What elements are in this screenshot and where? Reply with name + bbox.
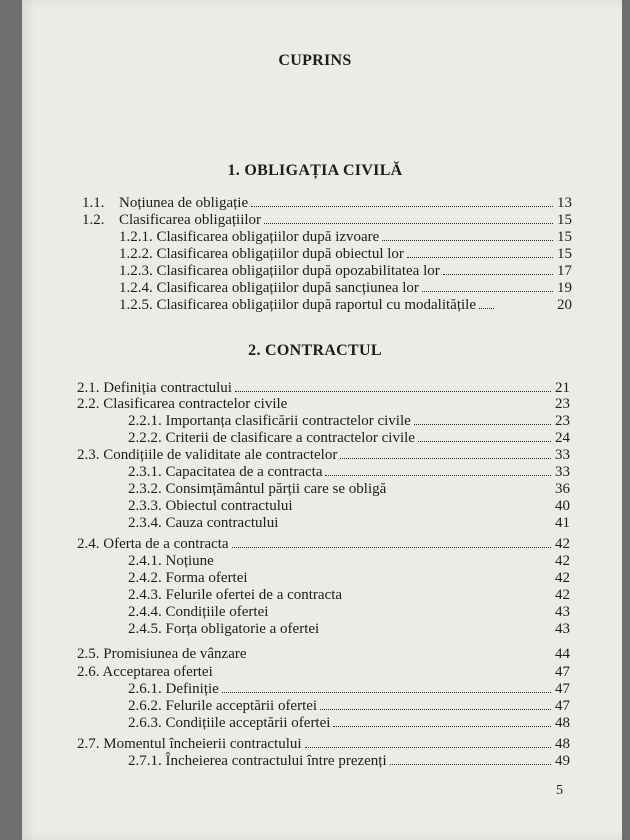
toc-entry-page: 47 xyxy=(555,681,570,697)
leader-dots xyxy=(217,561,551,565)
toc-entry-label: 2.4.3. Felurile ofertei de a contracta xyxy=(128,587,343,603)
toc-entry-label: 2.3. Condițiile de validitate ale contractelor xyxy=(77,447,338,463)
toc-entry-page: 48 xyxy=(555,715,570,731)
toc-subentry xyxy=(128,587,570,603)
toc-subentry xyxy=(128,698,570,714)
toc-entry-label: 2.2.1. Importanța clasificării contractelor civile xyxy=(128,413,411,429)
leader-dots xyxy=(333,722,551,727)
leader-dots xyxy=(222,688,551,693)
leader-dots xyxy=(251,578,551,582)
leader-dots xyxy=(271,612,551,616)
leader-dots xyxy=(322,629,551,633)
toc-entry-label: 2.6.1. Definiție xyxy=(128,681,219,697)
leader-dots xyxy=(422,287,553,292)
toc-entry-number: 1.1. xyxy=(82,195,105,211)
toc-entry-page: 42 xyxy=(555,553,570,569)
toc-entry-label: 2.3.3. Obiectul contractului xyxy=(128,498,293,514)
toc-entry-label: 2.5. Promisiunea de vânzare xyxy=(77,646,247,662)
toc-entry-page: 33 xyxy=(555,464,570,480)
leader-dots xyxy=(281,523,551,527)
toc-entry-page: 15 xyxy=(557,212,572,228)
toc-subentry xyxy=(128,681,570,697)
toc-entry-label: 2.6.2. Felurile acceptării ofertei xyxy=(128,698,318,714)
toc-entry-label: 2.3.2. Consimțământul părții care se obligă xyxy=(128,481,387,497)
leader-dots xyxy=(320,705,551,710)
leader-dots xyxy=(345,595,551,599)
toc-entry xyxy=(82,195,572,211)
leader-dots xyxy=(389,489,551,493)
toc-entry xyxy=(77,380,570,396)
toc-entry-label: 1.2.1. Clasificarea obligațiilor după izvoare xyxy=(119,229,380,245)
toc-subentry xyxy=(128,753,570,769)
leader-dots xyxy=(296,506,551,510)
leader-dots xyxy=(407,253,553,258)
leader-dots xyxy=(305,743,551,748)
toc-entry-page: 24 xyxy=(555,430,570,446)
toc-entry-page: 17 xyxy=(557,263,572,279)
toc-entry-page: 20 xyxy=(557,297,572,313)
toc-entry-page: 49 xyxy=(555,753,570,769)
toc-entry-page: 21 xyxy=(555,380,570,396)
toc-entry-page: 36 xyxy=(555,481,570,497)
toc-entry-label: 2.2.2. Criterii de clasificare a contractelor civile xyxy=(128,430,415,446)
toc-entry-label: 2.2. Clasificarea contractelor civile xyxy=(77,396,288,412)
leader-dots xyxy=(250,654,551,658)
toc-entry-page: 44 xyxy=(555,646,570,662)
leader-dots xyxy=(235,387,551,392)
toc-subentry xyxy=(128,430,570,446)
page-title: CUPRINS xyxy=(278,52,352,69)
toc-entry-label: 1.2.4. Clasificarea obligațiilor după sancțiunea lor xyxy=(119,280,419,296)
toc-entry-page: 23 xyxy=(555,413,570,429)
toc-entry-label: 1.2.5. Clasificarea obligațiilor după raportul cu modalitățile xyxy=(119,297,476,313)
toc-entry-label: 2.3.1. Capacitatea de a contracta xyxy=(128,464,323,480)
toc-entry-label: 2.7. Momentul încheierii contractului xyxy=(77,736,302,752)
leader-dots xyxy=(418,437,551,442)
leader-dots xyxy=(232,543,551,548)
toc-subentry xyxy=(128,413,570,429)
leader-dots xyxy=(264,219,553,224)
toc-entry-label: 2.6.3. Condițiile acceptării ofertei xyxy=(128,715,331,731)
toc-entry-page: 42 xyxy=(555,587,570,603)
toc-entry-page: 13 xyxy=(557,195,572,211)
toc-entry xyxy=(77,396,570,412)
toc-subentry xyxy=(128,570,570,586)
toc-subentry xyxy=(119,297,572,313)
leader-dots xyxy=(216,672,551,676)
toc-subentry xyxy=(119,263,572,279)
toc-entry-label: 2.6. Acceptarea ofertei xyxy=(77,664,213,680)
leader-dots xyxy=(382,236,553,241)
toc-entry-page: 40 xyxy=(555,498,570,514)
leader-dots xyxy=(290,404,551,408)
leader-dots xyxy=(443,270,553,275)
leader-dots xyxy=(340,454,551,459)
toc-entry-page: 42 xyxy=(555,570,570,586)
toc-entry-number: 1.2. xyxy=(82,212,105,228)
leader-dots xyxy=(325,471,551,476)
toc-subentry xyxy=(128,621,570,637)
toc-entry-label: 1.2.3. Clasificarea obligațiilor după opozabilitatea lor xyxy=(119,263,440,279)
toc-entry xyxy=(77,536,570,552)
toc-subentry xyxy=(119,229,572,245)
toc-entry-page: 47 xyxy=(555,698,570,714)
toc-entry-page: 42 xyxy=(555,536,570,552)
toc-subentry xyxy=(128,515,570,531)
toc-entry-label: 2.4. Oferta de a contracta xyxy=(77,536,229,552)
toc-entry-page: 43 xyxy=(555,621,570,637)
chapter-2-title: 2. CONTRACTUL xyxy=(248,342,382,359)
toc-entry-page: 41 xyxy=(555,515,570,531)
toc-entry-page: 15 xyxy=(557,229,572,245)
toc-entry-label: 2.4.2. Forma ofertei xyxy=(128,570,248,586)
leader-dots xyxy=(479,304,494,309)
leader-dots xyxy=(390,760,551,765)
toc-entry-label: 2.4.5. Forța obligatorie a ofertei xyxy=(128,621,320,637)
toc-entry-label: 2.1. Definiția contractului xyxy=(77,380,232,396)
toc-entry xyxy=(77,447,570,463)
toc-entry xyxy=(77,646,570,662)
toc-entry xyxy=(77,664,570,680)
toc-entry-label: Clasificarea obligațiilor xyxy=(119,212,262,228)
leader-dots xyxy=(414,420,551,425)
toc-entry-label: Noțiunea de obligație xyxy=(119,195,249,211)
toc-entry-page: 43 xyxy=(555,604,570,620)
toc-entry-label: 2.4.4. Condițiile ofertei xyxy=(128,604,269,620)
toc-subentry xyxy=(128,604,570,620)
toc-subentry xyxy=(128,464,570,480)
toc-entry-label: 2.4.1. Noțiune xyxy=(128,553,214,569)
toc-subentry xyxy=(119,246,572,262)
toc-entry xyxy=(77,736,570,752)
toc-subentry xyxy=(128,481,570,497)
page-number: 5 xyxy=(556,783,563,798)
toc-subentry xyxy=(119,280,572,296)
toc-entry-page: 19 xyxy=(557,280,572,296)
chapter-1-title: 1. OBLIGAȚIA CIVILĂ xyxy=(227,162,403,179)
toc-entry-page: 15 xyxy=(557,246,572,262)
toc-entry-label: 2.3.4. Cauza contractului xyxy=(128,515,279,531)
toc-subentry xyxy=(128,498,570,514)
toc-entry-page: 48 xyxy=(555,736,570,752)
bleed-through-text xyxy=(80,20,83,35)
toc-entry-page: 47 xyxy=(555,664,570,680)
toc-entry-label: 1.2.2. Clasificarea obligațiilor după obiectul lor xyxy=(119,246,404,262)
leader-dots xyxy=(251,202,553,207)
toc-entry-label: 2.7.1. Încheierea contractului între prezenți xyxy=(128,753,387,769)
toc-entry-page: 23 xyxy=(555,396,570,412)
toc-entry xyxy=(82,212,572,228)
toc-entry-page: 33 xyxy=(555,447,570,463)
toc-subentry xyxy=(128,715,570,731)
toc-subentry xyxy=(128,553,570,569)
